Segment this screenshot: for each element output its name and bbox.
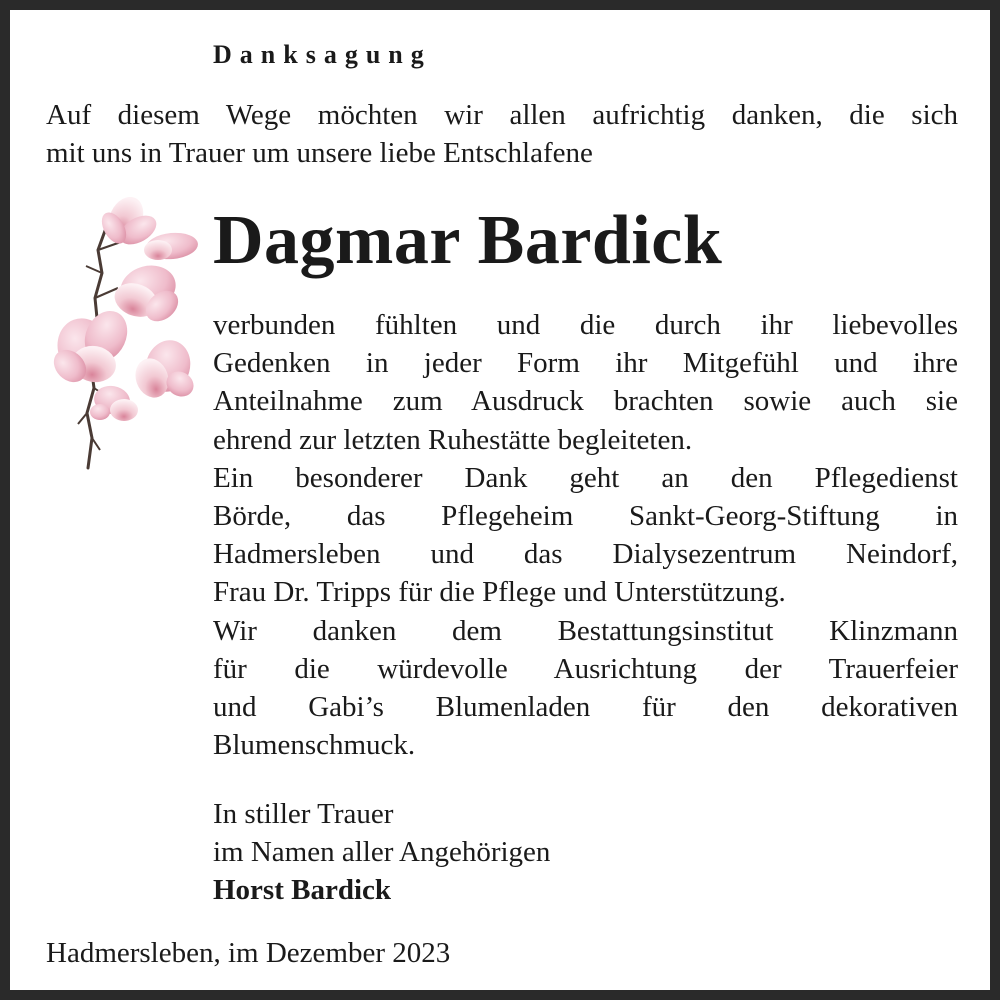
intro-line: Auf diesem Wege möchten wir allen aufrichtig danken, die sich: [46, 99, 958, 131]
paragraph-line: Gedenken in jeder Form ihr Mitgefühl und ihre: [213, 347, 958, 380]
intro-line: mit uns in Trauer um unsere liebe Entschlafene: [46, 137, 593, 169]
intro-paragraph: [46, 96, 958, 172]
closing-line: im Namen aller Angehörigen: [213, 836, 551, 868]
thanks-paragraph: [213, 306, 958, 764]
deceased-name: Dagmar Bardick: [213, 202, 723, 279]
signer-name: Horst Bardick: [213, 874, 392, 906]
paragraph-line: Wir danken dem Bestattungsinstitut Klinzmann: [213, 614, 958, 647]
paragraph-line: Börde, das Pflegeheim Sankt-Georg-Stiftung in: [213, 500, 958, 533]
closing-line: In stiller Trauer: [213, 798, 394, 830]
paragraph-line: Anteilnahme zum Ausdruck brachten sowie auch sie: [213, 385, 958, 418]
closing-block: [213, 795, 550, 909]
notice-heading: Danksagung: [213, 40, 432, 69]
paragraph-line: für die würdevolle Ausrichtung der Trauerfeier: [213, 652, 958, 685]
paragraph-line: verbunden fühlten und die durch ihr liebevolles: [213, 309, 958, 341]
paragraph-line: Frau Dr. Tripps für die Pflege und Unterstützung.: [213, 576, 786, 609]
paragraph-line: Hadmersleben und das Dialysezentrum Neindorf,: [213, 538, 958, 571]
paragraph-line: und Gabi’s Blumenladen für den dekorativen: [213, 691, 958, 724]
paragraph-line: ehrend zur letzten Ruhestätte begleiteten.: [213, 423, 693, 456]
paragraph-line: Ein besonderer Dank geht an den Pflegedienst: [213, 461, 958, 494]
magnolia-branch-icon: [40, 188, 210, 478]
paragraph-line: Blumenschmuck.: [213, 729, 416, 762]
place-date: Hadmersleben, im Dezember 2023: [46, 937, 451, 969]
